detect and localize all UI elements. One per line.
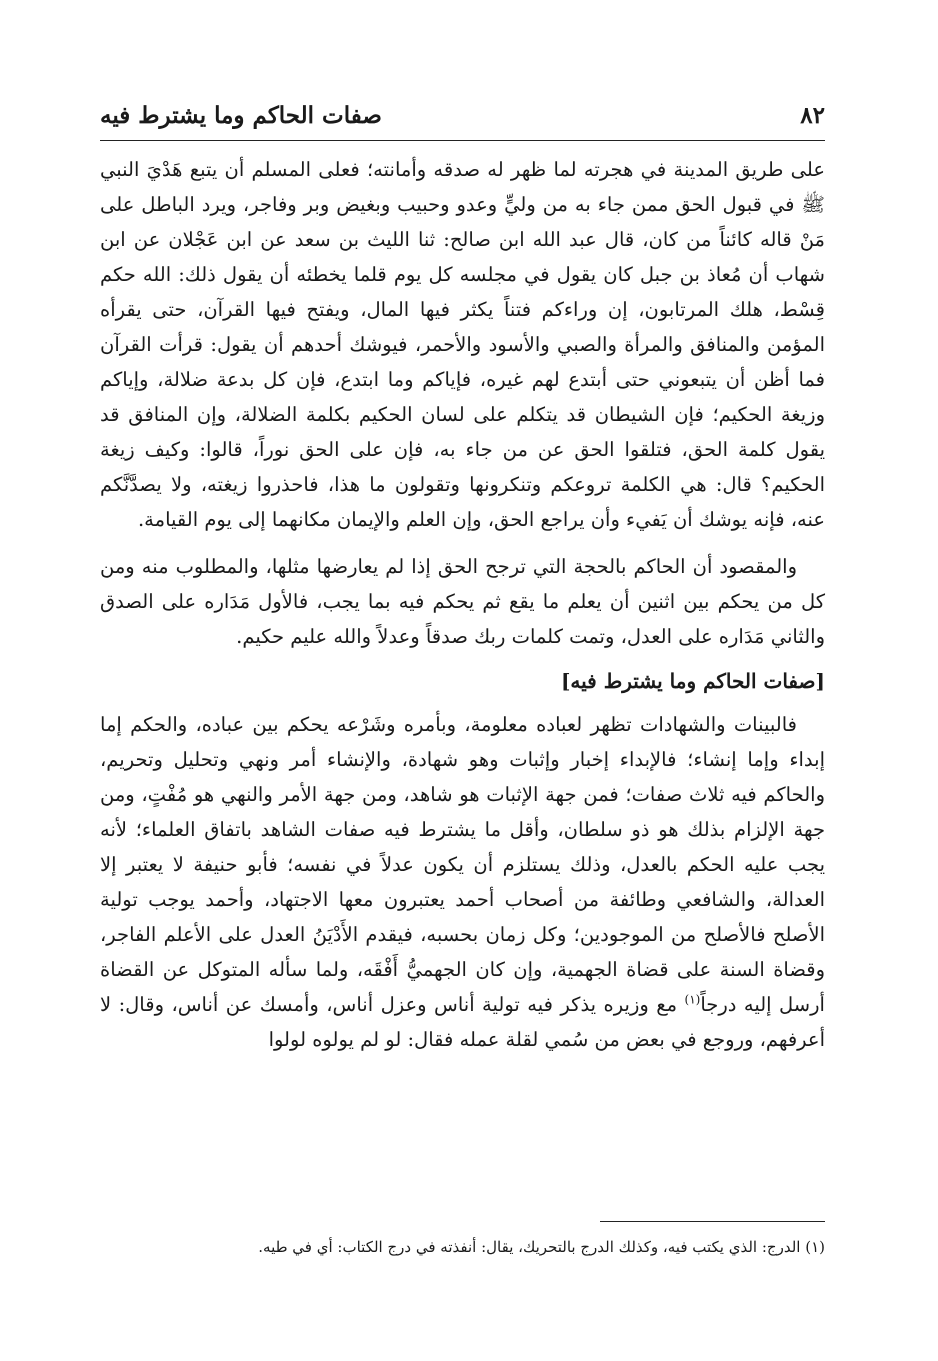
- section-paragraph-text-before: فالبينات والشهادات تظهر لعباده معلومة، وبأمره وشَرْعه يحكم بين عباده، والحكم إما إبداء وإما إنشاء؛ فالإبداء إخبار وإثبات وهو شهادة، والإنشاء أمر ونهي وتحليل وتحريم، والحاكم فيه ثلاث صفات؛ فمن جهة الإثبات هو شاهد، ومن جهة الأمر والنهي هو مُفْتٍ، ومن جهة الإلزام بذلك هو ذو سلطان، وأقل ما يشترط فيه صفات الشاهد باتفاق العلماء؛ لأنه يجب عليه الحكم بالعدل، وذلك يستلزم أن يكون عدلاً في نفسه؛ فأبو حنيفة لا يعتبر إلا العدالة، والشافعي وطائفة من أصحاب أحمد يعتبرون معها الاجتهاد، وأحمد يوجب تولية الأصلح فالأصلح من الموجودين؛ وكل زمان بحسبه، فيقدم الأَدْيَنُ العدل على الأعلم الفاجر، وقضاة السنة على قضاة الجهمية، وإن كان الجهميُّ أَفْقَه، ولما سأله المتوكل عن القضاة أرسل إليه درجاً: [100, 713, 825, 1016]
- running-title: صفات الحاكم وما يشترط فيه: [100, 102, 382, 129]
- main-text: [100, 152, 825, 1057]
- paragraph-2: والمقصود أن الحاكم بالحجة التي ترجح الحق إذا لم يعارضها مثلها، والمطلوب منه ومن كل من يحكم بين اثنين أن يعلم ما يقع ثم يحكم فيه بما يجب، فالأول مَدَاره على الصدق والثاني مَدَاره على العدل، وتمت كلمات ربك صدقاً وعدلاً والله عليم حكيم.: [100, 555, 825, 648]
- section-paragraph-text-after: مع وزيره يذكر فيه تولية أناس وعزل أناس، وأمسك عن أناس، وقال: لا أعرفهم، وروجع في بعض من سُمي لقلة عمله فقال: لو لم يولوه لولوا: [100, 993, 825, 1051]
- footnote: (١) الدرج: الذي يكتب فيه، وكذلك الدرج بالتحريك، يقال: أنفذته في درج الكتاب: أي في طيه.: [258, 1238, 825, 1256]
- section-paragraph: [100, 707, 825, 1057]
- section-heading: [صفات الحاكم وما يشترط فيه]: [560, 669, 825, 693]
- page-number: ٨٢: [800, 102, 825, 129]
- book-page: [100, 96, 825, 1296]
- footnote-divider: [600, 1221, 825, 1222]
- running-header: [100, 96, 825, 141]
- footnote-reference: (١): [684, 992, 701, 1007]
- paragraph-1: على طريق المدينة في هجرته لما ظهر له صدقه وأمانته؛ فعلى المسلم أن يتبع هَدْيَ النبي ﷺ في قبول الحق ممن جاء به من وليٍّ وعدو وحبيب وبغيض وبر وفاجر، ويرد الباطل على مَنْ قاله كائناً من كان، قال عبد الله ابن صالح: ثنا الليث بن سعد عن ابن عَجْلان عن ابن شهاب أن مُعاذ بن جبل كان يقول في مجلسه كل يوم قلما يخطئه أن يقول ذلك: الله حكم قِسْط، هلك المرتابون، إن وراءكم فتناً يكثر فيها المال، ويفتح فيها القرآن، حتى يقرأه المؤمن والمنافق والمرأة والصبي والأسود والأحمر، فيوشك أحدهم أن يقول: قرأت القرآن فما أظن أن يتبعوني حتى أبتدع لهم غيره، فإياكم وما ابتدع، فإن كل بدعة ضلالة، وإياكم وزيغة الحكيم؛ فإن الشيطان قد يتكلم على لسان الحكيم بكلمة الضلالة، وإن المنافق قد يقول كلمة الحق، فتلقوا الحق عن من جاء به، فإن على الحق نوراً، قالوا: وكيف زيغة الحكيم؟ قال: هي الكلمة تروعكم وتنكرونها وتقولون ما هذا، فاحذروا زيغته، ولا يصدَّنَّكم عنه، فإنه يوشك أن يَفيء وأن يراجع الحق، وإن العلم والإيمان مكانهما إلى يوم القيامة.: [100, 158, 825, 531]
